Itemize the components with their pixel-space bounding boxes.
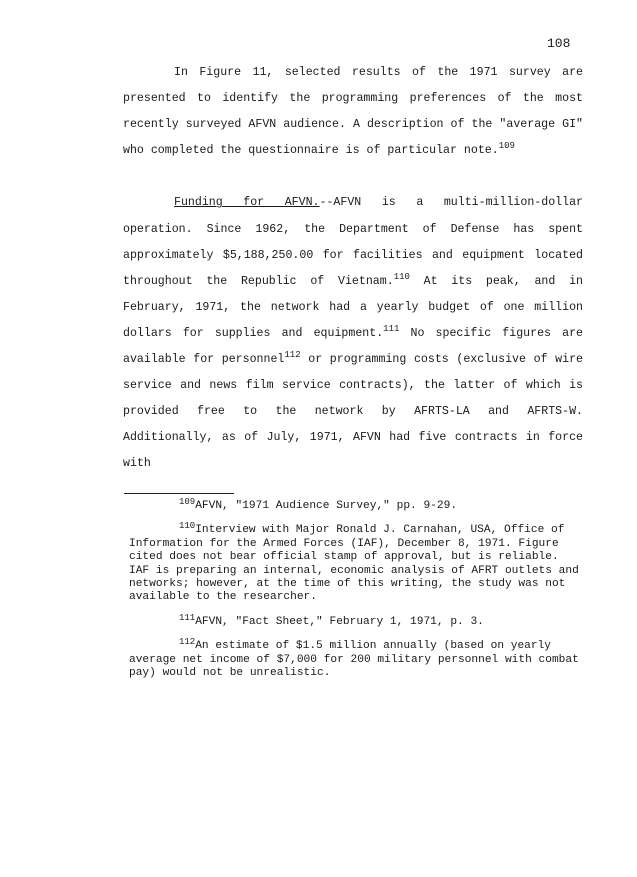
footnote-number: 110 [179,521,196,532]
footnote-text: AFVN, "Fact Sheet," February 1, 1971, p. 3. [195,615,484,628]
section-heading: Funding for AFVN. [174,196,320,210]
footnote-number: 112 [179,637,196,648]
body-text [123,60,583,478]
footnote-111 [129,612,581,629]
page-number: 108 [547,36,571,51]
footnote-number: 111 [179,612,196,623]
paragraph-text: --AFVN is a multi-million-dollar operation. Since 1962, the Department of Defense has spent approximately $5,188,250.00 for facilities and equipment located throughout the Republic of Vietnam. [123,196,583,288]
footnote-reference: 110 [393,271,410,282]
footnote-reference: 112 [284,350,301,361]
footnote-reference: 109 [498,141,515,152]
footnotes [129,497,581,691]
footnote-number: 109 [179,497,196,507]
paragraph-text: No specific figures are available for personnel [123,326,584,367]
footnote-reference: 111 [383,323,400,334]
paragraph-text: In Figure 11, selected results of the 1971 survey are presented to identify the programming preferences of the most recently surveyed AFVN audience. A description of the "average GI" who completed the questionnaire is of particular note. [123,66,583,158]
paragraph-figure-11 [123,60,583,164]
paragraph-text: At its peak, and in February, 1971, the network had a yearly budget of one million dollars for supplies and equipment. [123,274,583,340]
footnote-text: Interview with Major Ronald J. Carnahan, USA, Office of Information for the Armed Forces (IAF), December 8, 1971. Figure cited does not bear official stamp of approval, but is reliable. IAF is preparing an internal, economic analysis of AFRT outlets and networks; however, at the time of this writing, the study was not available to the researcher. [129,524,579,604]
footnote-109 [129,497,581,513]
footnote-112 [129,637,581,680]
paragraph-funding [123,190,583,477]
footnote-divider [124,493,234,494]
footnote-text: An estimate of $1.5 million annually (based on yearly average net income of $7,000 for 200 military personnel with combat pay) would not be unrealistic. [129,640,579,680]
paragraph-text: or programming costs (exclusive of wire service and news film service contracts), the latter of which is provided free to the network by AFRTS-LA and AFRTS-W. Additionally, as of July, 1971, AFVN had five contracts in force with [123,353,583,471]
footnote-text: AFVN, "1971 Audience Survey," pp. 9-29. [195,500,458,512]
footnote-110 [129,521,581,604]
